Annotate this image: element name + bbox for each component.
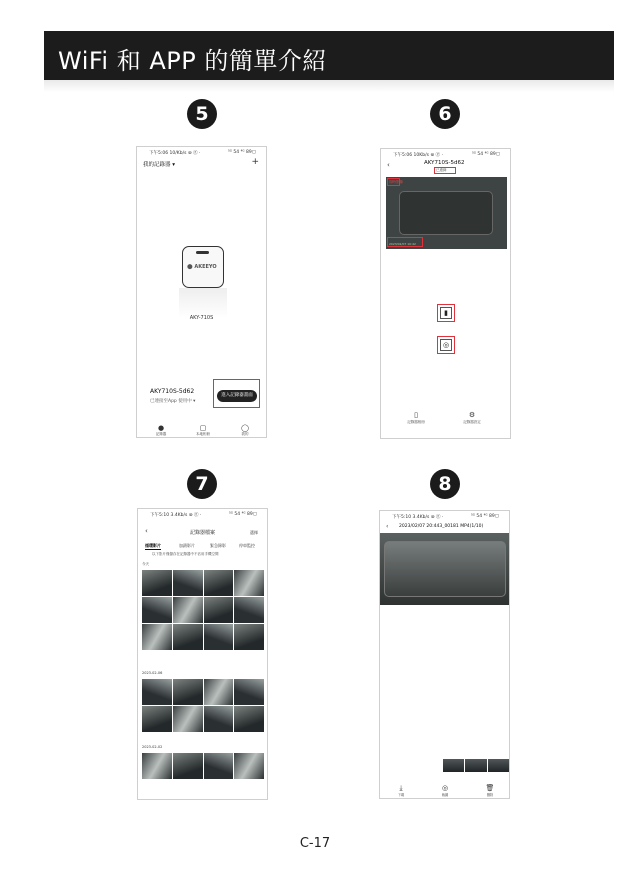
phone-screenshot-recorder-list <box>136 146 267 438</box>
video-thumbnail[interactable] <box>234 570 264 596</box>
video-thumbnail[interactable] <box>142 570 172 596</box>
select-button[interactable]: 選擇 <box>250 530 258 535</box>
date-header: 今天 <box>142 562 149 566</box>
video-thumbnail[interactable] <box>204 753 234 779</box>
button-label: 刪除 <box>486 793 494 797</box>
status-bar <box>138 509 267 519</box>
step-badge-8: 8 <box>430 469 460 499</box>
strip-thumbnail[interactable] <box>488 759 509 772</box>
highlight-box <box>437 304 455 322</box>
thumbnail-grid <box>142 679 264 732</box>
button-label: 截圖 <box>441 793 449 797</box>
page-number: C-17 <box>299 836 331 851</box>
recorder-tab-icon: ● <box>157 424 165 432</box>
trash-icon: 🗑 <box>485 784 495 792</box>
highlight-box <box>387 178 400 186</box>
video-timestamp: 2023/02/07 10:42 <box>389 242 416 246</box>
button-label: 記錄器設定 <box>463 420 481 424</box>
video-thumbnail[interactable] <box>204 679 234 705</box>
illustration-reflection <box>179 288 227 318</box>
phone-screenshot-video-playback <box>379 510 510 799</box>
device-model: AKY-710S <box>189 315 214 321</box>
album-tab-icon: ▢ <box>199 424 207 432</box>
video-player[interactable] <box>380 533 509 605</box>
tab-label: 記錄器 <box>155 432 167 436</box>
highlight-box <box>387 237 423 247</box>
tab-local-album[interactable] <box>188 424 218 437</box>
add-device-icon[interactable]: + <box>251 157 259 167</box>
section-title: WiFi 和 APP 的簡單介紹 <box>58 47 327 75</box>
back-icon[interactable]: ‹ <box>387 161 390 169</box>
thumbnail-grid <box>142 570 264 650</box>
step-badge-7: 7 <box>187 469 217 499</box>
video-thumbnail[interactable] <box>142 706 172 732</box>
date-header: 2023-02-06 <box>142 671 163 675</box>
video-thumbnail[interactable] <box>204 706 234 732</box>
video-thumbnail[interactable] <box>142 753 172 779</box>
video-thumbnail[interactable] <box>173 706 203 732</box>
highlight-box <box>437 336 455 354</box>
header-shadow <box>44 80 614 92</box>
date-header: 2023-02-02 <box>142 745 163 749</box>
video-thumbnail[interactable] <box>173 570 203 596</box>
video-thumbnail[interactable] <box>142 679 172 705</box>
video-label: 即時影像 <box>389 180 403 184</box>
download-icon: ⤓ <box>399 784 403 792</box>
video-thumbnail[interactable] <box>173 679 203 705</box>
tab-recorder[interactable] <box>146 424 176 437</box>
status-left: 下午5:10 3.4Kb/s ⊚ ⓖ · <box>150 513 202 518</box>
highlight-box <box>434 167 456 174</box>
record-icon[interactable]: ▮ <box>440 307 452 319</box>
tab-label: 我的 <box>241 432 249 436</box>
status-right: ⁵ᴳ 54 ⁴ᴳ 89▢ <box>229 512 257 517</box>
profile-tab-icon: ◯ <box>241 424 249 432</box>
snapshot-icon[interactable]: ◎ <box>440 339 452 351</box>
video-thumbnail[interactable] <box>173 624 203 650</box>
video-thumbnail[interactable] <box>142 597 172 623</box>
album-icon: ▯ <box>414 411 418 419</box>
highlight-box <box>213 379 260 408</box>
download-button[interactable] <box>389 784 413 797</box>
back-icon[interactable]: ‹ <box>386 523 389 530</box>
section-header <box>44 31 614 80</box>
files-title: 記錄器檔案 <box>189 530 215 536</box>
status-left: 下午5:06 10Kb/s ⊚ ⓖ · <box>393 153 443 158</box>
strip-thumbnail[interactable] <box>465 759 486 772</box>
recorder-settings-button[interactable] <box>457 411 487 425</box>
video-thumbnail[interactable] <box>204 570 234 596</box>
camera-icon: ◎ <box>441 784 449 792</box>
delete-button[interactable] <box>478 784 502 797</box>
video-thumbnail[interactable] <box>234 706 264 732</box>
status-right: ⁵ᴳ 54 ⁴ᴳ 89▢ <box>471 514 499 519</box>
screenshot-button[interactable] <box>433 784 457 797</box>
brand-logo: ⬤ AKEEYO <box>187 264 217 270</box>
gear-icon: ⚙ <box>468 411 476 419</box>
video-thumbnail[interactable] <box>234 597 264 623</box>
status-left: 下午5:06 10/Kb/s ⊚ ⓖ · <box>149 151 201 156</box>
video-filename: 2023/02/07 20:443_00181 MP4(1/10) <box>399 524 484 529</box>
status-left: 下午5:10 3.4Kb/s ⊚ ⓖ · <box>392 515 444 520</box>
video-thumbnail[interactable] <box>142 624 172 650</box>
video-frame <box>399 191 493 235</box>
video-thumbnail[interactable] <box>234 753 264 779</box>
video-thumbnail[interactable] <box>204 597 234 623</box>
device-title: AKY710S-5d62 <box>424 160 465 166</box>
strip-thumbnail[interactable] <box>443 759 464 772</box>
step-badge-6: 6 <box>430 99 460 129</box>
button-label: 記錄器相冊 <box>407 420 425 424</box>
tab-profile[interactable] <box>230 424 260 437</box>
status-bar <box>137 147 266 157</box>
thumbnail-strip <box>443 759 509 772</box>
phone-notch <box>196 251 209 254</box>
tab-emergency[interactable]: 緊急錄影 <box>210 543 226 548</box>
status-right: ⁵ᴳ 54 ⁴ᴳ 89▢ <box>472 152 500 157</box>
phone-screenshot-recorder-files <box>137 508 268 800</box>
tab-loop-videos[interactable]: 循環影片 <box>145 543 161 548</box>
video-thumbnail[interactable] <box>234 624 264 650</box>
status-bar <box>380 511 509 521</box>
back-icon[interactable]: ‹ <box>145 527 148 535</box>
status-bar <box>381 149 510 159</box>
video-thumbnail[interactable] <box>173 753 203 779</box>
recorder-album-button[interactable] <box>401 411 431 425</box>
recorder-list-title[interactable]: 我的記錄器 ▾ <box>143 162 176 168</box>
tab-parking[interactable]: 停車監控 <box>239 543 255 548</box>
video-frame <box>384 541 506 597</box>
bottom-tab-bar <box>137 422 266 438</box>
device-phone-illustration <box>182 246 224 288</box>
video-thumbnail[interactable] <box>204 624 234 650</box>
device-status: 已連接至App 使用中 ▾ <box>150 399 196 404</box>
video-thumbnail[interactable] <box>173 597 203 623</box>
tab-locked-videos[interactable]: 加鎖影片 <box>179 543 195 548</box>
brand-logo-text: AKEEYO <box>194 264 217 270</box>
thumbnail-grid <box>142 753 264 779</box>
tab-label: 本地相冊 <box>196 432 210 436</box>
enter-recorder-button[interactable]: 進入記錄器畫面 <box>217 390 257 402</box>
device-name: AKY710S-5d62 <box>150 388 195 395</box>
phone-screenshot-live-view <box>380 148 511 439</box>
button-label: 下載 <box>397 793 405 797</box>
video-thumbnail[interactable] <box>234 679 264 705</box>
storage-note: 以下影片僅儲存在記錄器中不佔用手機空間 <box>152 552 219 556</box>
status-right: ⁵ᴳ 54 ⁴ᴳ 89▢ <box>228 150 256 155</box>
step-badge-5: 5 <box>187 99 217 129</box>
connection-status: 已連線 <box>436 168 447 172</box>
